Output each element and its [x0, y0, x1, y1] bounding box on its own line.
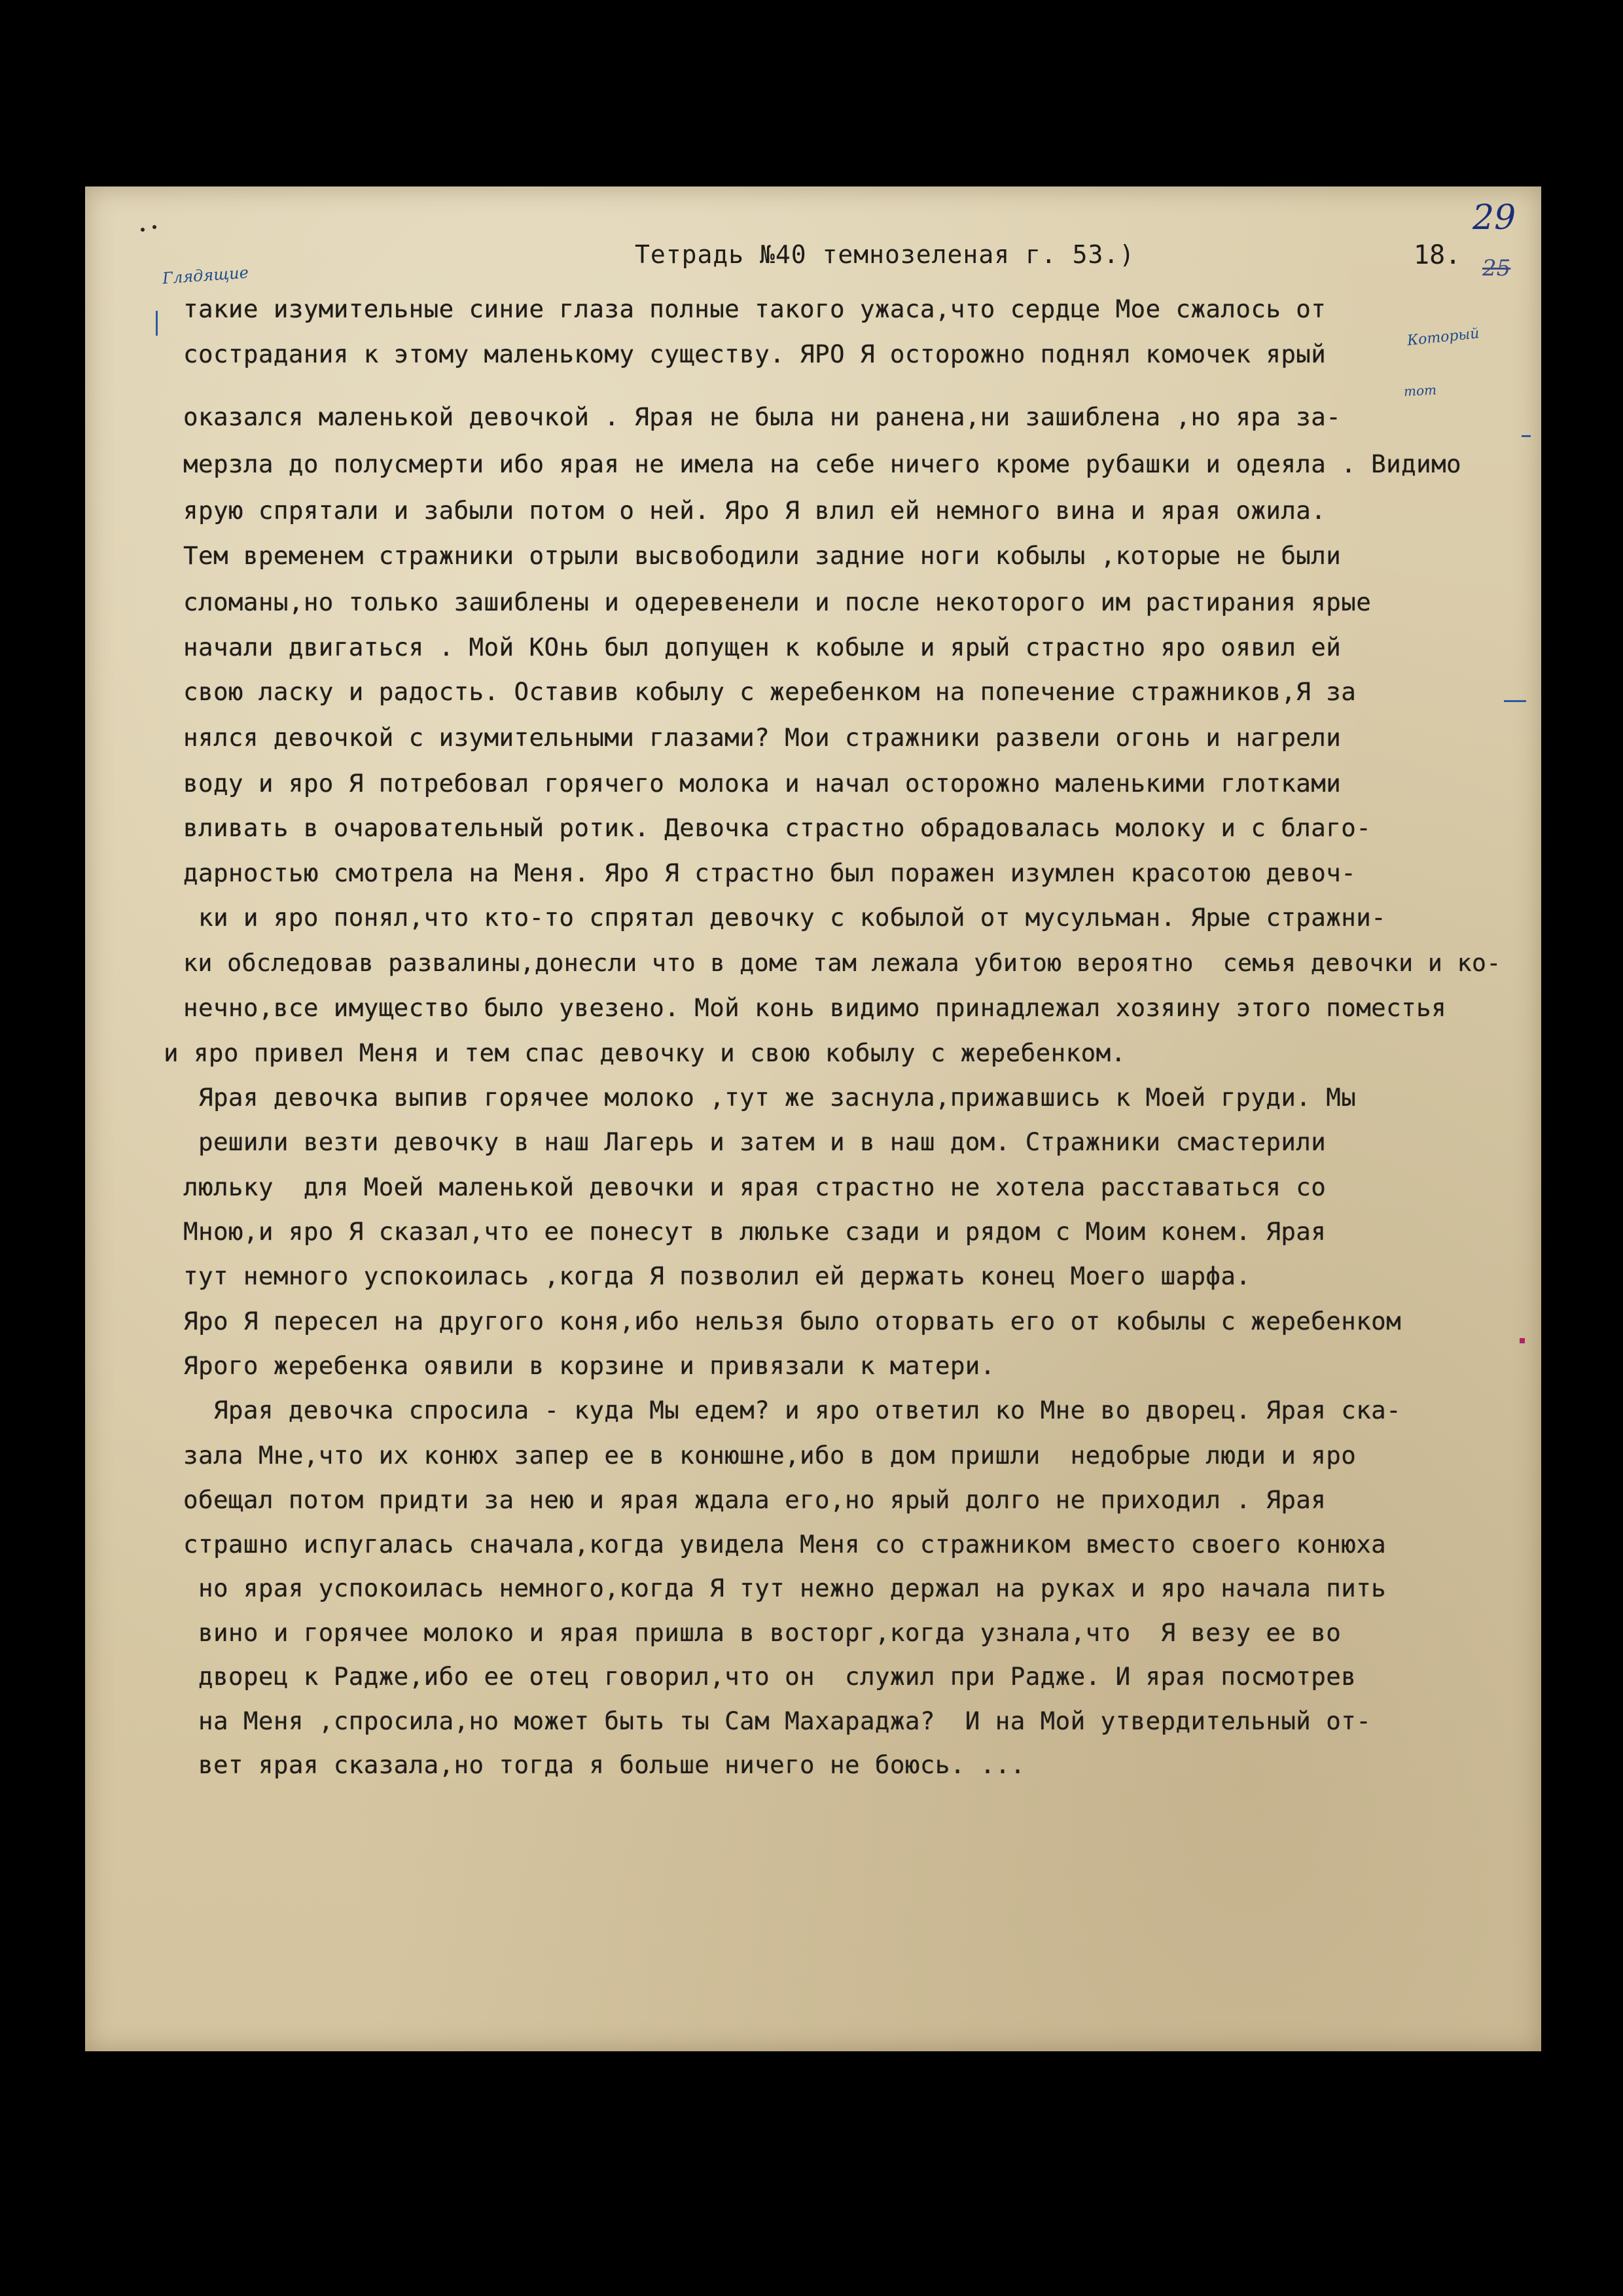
text-line: и яро привел Меня и тем спас девочку и свою кобылу с жеребенком.	[164, 1038, 1126, 1067]
text-line: Мною,и яро Я сказал,что ее понесут в люльке сзади и рядом с Моим конем. Ярая	[183, 1217, 1327, 1246]
text-line: Яро Я пересел на другого коня,ибо нельзя было оторвать его от кобылы с жеребенком	[183, 1307, 1402, 1335]
text-line: дарностью смотрела на Меня. Яро Я страстно был поражен изумлен красотою девоч-	[183, 858, 1357, 887]
text-line: оказался маленькой девочкой . Ярая не была ни ранена,ни зашиблена ,но яра за-	[183, 402, 1342, 431]
text-line: но ярая успокоилась немного,когда Я тут нежно держал на руках и яро начала пить	[183, 1574, 1387, 1602]
text-line: сострадания к этому маленькому существу. ЯРО Я осторожно поднял комочек ярый	[183, 340, 1327, 368]
text-line: на Меня ,спросила,но может быть ты Сам Махараджа? И на Мой утвердительный от-	[183, 1706, 1372, 1735]
text-line: свою ласку и радость. Оставив кобылу с жеребенком на попечение стражников,Я за	[183, 677, 1357, 706]
margin-note-top-right-2: тот	[1403, 381, 1437, 400]
margin-tick-right-3	[1520, 1338, 1525, 1343]
text-line: страшно испугалась сначала,когда увидела Меня со стражником вместо своего конюха	[183, 1530, 1387, 1559]
typewritten-page	[85, 186, 1541, 2051]
text-line: начали двигаться . Мой КОнь был допущен к кобыле и ярый страстно яро оявил ей	[183, 633, 1342, 662]
margin-tick-right-1	[1522, 435, 1531, 437]
margin-note-top-right-1: Который	[1406, 325, 1480, 349]
text-line: тут немного успокоилась ,когда Я позволил ей держать конец Моего шарфа.	[183, 1262, 1251, 1290]
text-line: такие изумительные синие глаза полные такого ужаса,что сердце Мое сжалось от	[183, 294, 1327, 323]
text-line: нялся девочкой с изумительными глазами? Мои стражники развели огонь и нагрели	[183, 723, 1342, 752]
text-line: Ярая девочка выпив горячее молоко ,тут же заснула,прижавшись к Моей груди. Мы	[183, 1083, 1357, 1112]
notebook-header: Тетрадь №40 темнозеленая г. 53.)	[635, 240, 1135, 269]
corner-marks	[141, 222, 167, 236]
text-line: ярую спрятали и забыли потом о ней. Яро Я влил ей немного вина и ярая ожила.	[183, 496, 1327, 525]
margin-tick-right-2	[1504, 700, 1526, 702]
folio-number: 18.	[1414, 240, 1461, 270]
handwritten-old-number: 25	[1482, 255, 1511, 281]
text-line: ки обследовав развалины,донесли что в доме там лежала убитою вероятно семья девочки и ко-	[183, 949, 1501, 977]
text-line: ки и яро понял,что кто-то спрятал девочку с кобылой от мусульман. Ярые стражни-	[183, 903, 1387, 932]
text-line: Ярого жеребенка оявили в корзине и привязали к матери.	[183, 1351, 995, 1380]
text-line: вливать в очаровательный ротик. Девочка страстно обрадовалась молоку и с благо-	[183, 813, 1372, 842]
margin-note-top-left: Глядящие	[162, 263, 249, 288]
text-line: обещал потом придти за нею и ярая ждала его,но ярый долго не приходил . Ярая	[183, 1485, 1327, 1514]
text-line: Тем временем стражники отрыли высвободили задние ноги кобылы ,которые не были	[183, 541, 1342, 570]
text-line: дворец к Радже,ибо ее отец говорил,что он служил при Радже. И ярая посмотрев	[183, 1662, 1357, 1691]
text-line: вино и горячее молоко и ярая пришла в восторг,когда узнала,что Я везу ее во	[183, 1618, 1342, 1647]
text-line: Ярая девочка спросила - куда Мы едем? и яро ответил ко Мне во дворец. Ярая ска-	[183, 1396, 1402, 1424]
text-line: нечно,все имущество было увезено. Мой конь видимо принадлежал хозяину этого поместья	[183, 993, 1447, 1022]
handwritten-page-number: 29	[1472, 198, 1516, 238]
text-line: сломаны,но только зашиблены и одеревенели и после некоторого им растирания ярые	[183, 588, 1372, 616]
margin-tick-left	[156, 311, 158, 336]
text-line: мерзла до полусмерти ибо ярая не имела на себе ничего кроме рубашки и одеяла . Видимо	[183, 450, 1462, 478]
text-line: люльку для Моей маленькой девочки и ярая страстно не хотела расставаться со	[183, 1173, 1327, 1201]
text-line: воду и яро Я потребовал горячего молока и начал осторожно маленькими глотками	[183, 769, 1342, 798]
text-line: вет ярая сказала,но тогда я больше ничего не боюсь. ...	[183, 1750, 1026, 1779]
text-line: решили везти девочку в наш Лагерь и затем и в наш дом. Стражники смастерили	[183, 1127, 1327, 1156]
text-line: зала Мне,что их конюх запер ее в конюшне,ибо в дом пришли недобрые люди и яро	[183, 1441, 1357, 1470]
